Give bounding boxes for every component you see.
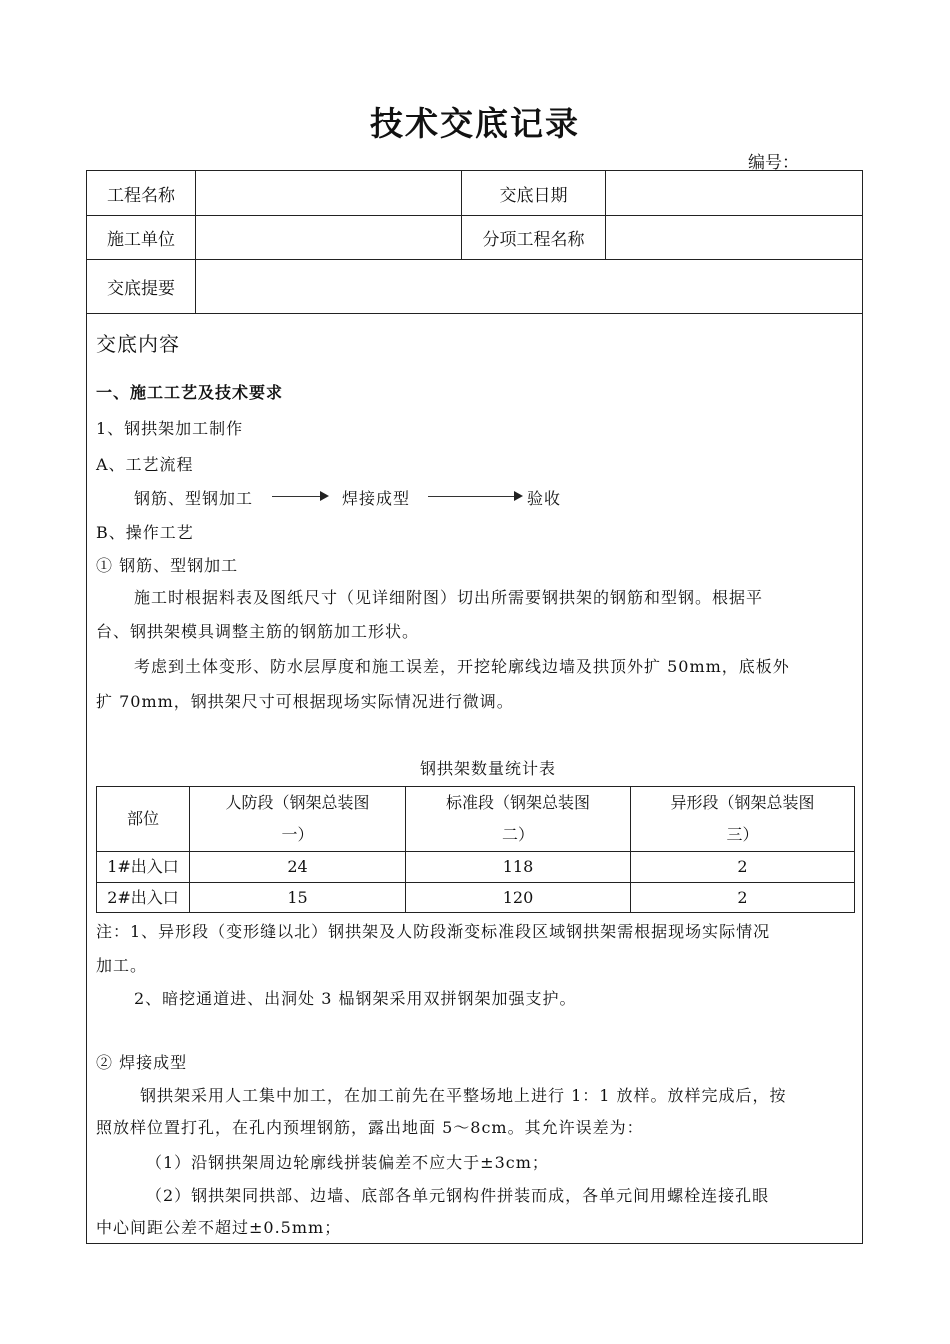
table-row-1-location: 1#出入口 [107, 857, 179, 876]
note-1-line-1: 注：1、异形段（变形缝以北）钢拱架及人防段渐变标准段区域钢拱架需根据现场实际情况 [96, 922, 771, 941]
handover-date-label: 交底日期 [499, 185, 568, 206]
paragraph-3-line-2: 照放样位置打孔，在孔内预埋钢筋，露出地面 5～8cm。其允许误差为： [96, 1118, 644, 1137]
subproject-name-label: 分项工程名称 [482, 230, 585, 250]
summary-field[interactable] [196, 260, 862, 313]
table-row-2-civil-defense: 15 [287, 887, 308, 907]
table-row-2-standard: 120 [502, 887, 534, 907]
tolerance-2-line-2: 中心间距公差不超过±0.5mm； [96, 1218, 342, 1237]
project-name-label: 工程名称 [107, 185, 175, 206]
table-row-1-irregular: 2 [737, 857, 748, 876]
table-row-1-civil-defense: 24 [287, 857, 308, 876]
tolerance-1: （1）沿钢拱架周边轮廓线拼装偏差不应大于±3cm； [146, 1153, 549, 1172]
document-title: 技术交底记录 [370, 104, 580, 143]
step-steel-processing: ① 钢筋、型钢加工 [96, 556, 239, 575]
subheading-operation: B、操作工艺 [96, 523, 194, 542]
flow-arrow-1 [272, 496, 320, 497]
content-label: 交底内容 [96, 332, 180, 356]
subproject-name-field[interactable] [606, 216, 862, 259]
step-welding: ② 焊接成型 [96, 1053, 188, 1072]
flow-step-3: 验收 [527, 489, 562, 508]
flow-arrowhead-1 [320, 491, 329, 501]
stats-header-standard: 标准段（钢架总装图 二） [445, 793, 590, 844]
summary-label: 交底提要 [107, 279, 175, 299]
construction-unit-field[interactable] [196, 216, 461, 259]
paragraph-2-line-1: 考虑到土体变形、防水层厚度和施工误差，开挖轮廓线边墙及拱顶外扩 50mm，底板外 [134, 657, 790, 676]
handover-date-field[interactable] [606, 171, 862, 215]
table-row-2-irregular: 2 [737, 887, 748, 907]
document-number-label: 编号： [748, 153, 799, 173]
stats-table-caption: 钢拱架数量统计表 [420, 759, 557, 778]
construction-unit-label: 施工单位 [107, 230, 175, 250]
paragraph-2-line-2: 扩 70mm，钢拱架尺寸可根据现场实际情况进行微调。 [96, 692, 514, 711]
stats-table [96, 786, 855, 913]
note-1-line-2: 加工。 [96, 956, 148, 975]
item-heading: 1、钢拱架加工制作 [96, 419, 244, 438]
flow-step-2: 焊接成型 [342, 489, 411, 508]
flow-arrowhead-2 [514, 491, 523, 501]
project-name-field[interactable] [196, 171, 461, 215]
table-row-1-standard: 118 [502, 857, 534, 876]
section-heading: 一、施工工艺及技术要求 [96, 383, 284, 402]
stats-header-location: 部位 [126, 809, 159, 828]
table-row-2-location: 2#出入口 [107, 887, 179, 907]
flow-step-1: 钢筋、型钢加工 [134, 489, 254, 508]
stats-header-irregular: 异形段（钢架总装图 三） [670, 793, 815, 844]
paragraph-3-line-1: 钢拱架采用人工集中加工，在加工前先在平整场地上进行 1：1 放样。放样完成后，按 [140, 1086, 787, 1105]
subheading-process-flow: A、工艺流程 [96, 455, 194, 474]
paragraph-1-line-1: 施工时根据料表及图纸尺寸（见详细附图）切出所需要钢拱架的钢筋和型钢。根据平 [134, 588, 764, 607]
note-2: 2、暗挖通道进、出洞处 3 榀钢架采用双拼钢架加强支护。 [134, 989, 577, 1008]
flow-arrow-2 [428, 496, 514, 497]
tolerance-2-line-1: （2）钢拱架同拱部、边墙、底部各单元钢构件拼装而成，各单元间用螺栓连接孔眼 [146, 1186, 770, 1205]
paragraph-1-line-2: 台、钢拱架模具调整主筋的钢筋加工形状。 [96, 622, 420, 641]
stats-header-civil-defense: 人防段（钢架总装图 一） [225, 793, 370, 844]
